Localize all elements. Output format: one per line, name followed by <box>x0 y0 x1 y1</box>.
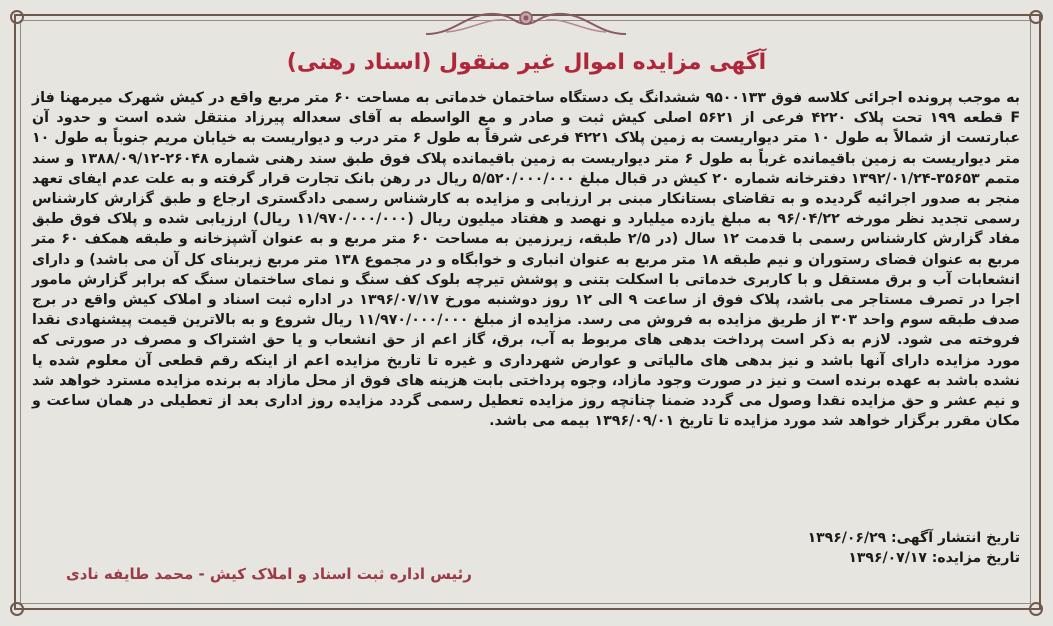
notice-dates <box>808 528 1020 568</box>
header-ornament-icon <box>416 4 636 40</box>
corner-ornament-icon <box>1027 600 1045 618</box>
notice-title: آگهی مزایده اموال غیر منقول (اسناد رهنی) <box>286 50 767 75</box>
signature-line: رئیس اداره ثبت اسناد و املاک کیش - محمد طایفه نادی <box>66 565 472 583</box>
auction-date: تاریخ مزایده: ۱۳۹۶/۰۷/۱۷ <box>848 550 1020 566</box>
corner-ornament-icon <box>8 600 26 618</box>
notice-body <box>32 88 1020 431</box>
corner-ornament-icon <box>8 8 26 26</box>
notice-paragraph: به موجب پرونده اجرائی کلاسه فوق ۹۵۰۰۱۳۳ ششدانگ یک دستگاه ساختمان خدماتی به مساحت ۶۰ متر مربع واقع در کیش شهرک میرمهنا فاز F قطعه ۱۹۹ تحت پلاک ۴۲۲۰ فرعی از ۵۶۲۱ اصلی کیش ثبت و صادر و مع الواسطه به آقای سعداله پیرزاد منتقل شده است و حدود آن عبارتست از شمالاً به طول ۱۰ متر دیواریست به زمین پلاک ۴۲۲۱ فرعی شرقاً به طول ۶ متر درب و دیواریست به خیابان مریم جنوباً به طول ۱۰ متر دیواریست به زمین باقیمانده غرباً به طول ۶ متر دیواریست به زمین باقیمانده پلاک فوق طبق سند رهنی شماره ۲۶۰۴۸-۱۳۸۸/۰۹/۱۲ و سند متمم ۳۵۶۵۳-۱۳۹۲/۰۱/۲۴ دفترخانه شماره ۲۰ کیش در قبال مبلغ ۵/۵۲۰/۰۰۰/۰۰۰ ریال در رهن بانک تجارت قرار گرفته و به علت عدم ایفای تعهد منجر به صدور اجرائیه گردیده و به تقاضای بستانکار مبنی بر ارزیابی و مزایده به کارشناس رسمی دادگستری ارجاع و طبق گزارش کارشناس رسمی تجدید نظر مورخه ۹۶/۰۴/۲۲ به مبلغ یازده میلیارد و نهصد و هفتاد میلیون ریال (۱۱/۹۷۰/۰۰۰/۰۰۰ ریال) ارزیابی شده و پلاک فوق طبق مفاد گزارش کارشناس رسمی با قدمت ۱۲ سال (در ۲/۵ طبقه، زیرزمین به مساحت ۶۰ متر مربع و به عنوان آشپزخانه و طبقه همکف ۶۰ متر مربع به عنوان فضای رستوران و نیم طبقه ۱۸ متر مربع به عنوان انباری و خوابگاه و در مجموع ۱۳۸ متر مربع زیربنای کل آن می باشد) و دارای انشعابات آب و برق مستقل و با کاربری خدماتی با اسکلت بتنی و پوشش تیرچه بلوک کف سنگ و نمای ساختمان سنگ که برابر گزارش مامور اجرا در تصرف مستاجر می باشد، پلاک فوق از ساعت ۹ الی ۱۲ روز دوشنبه مورخ ۱۳۹۶/۰۷/۱۷ در اداره ثبت اسناد و املاک کیش واقع در برج صدف طبقه سوم واحد ۳۰۳ از طریق مزایده به فروش می رسد. مزایده از مبلغ ۱۱/۹۷۰/۰۰۰/۰۰۰ ریال شروع و به بالاترین قیمت پیشنهادی نقدا فروخته می شود. لازم به ذکر است پرداخت بدهی های مربوط به آب، برق، گاز اعم از حق انشعاب و یا حق اشتراک و مصرف در صورتی که مورد مزایده دارای آنها باشد و نیز بدهی های مالیاتی و عوارض شهرداری و غیره تا تاریخ مزایده اعم از اینکه رقم قطعی آن معلوم شده یا نشده باشد به عهده برنده است و نیز در صورت وجود مازاد، وجوه پرداختی بابت هزینه های فوق از محل مازاد به برنده مزایده مسترد خواهد شد و نیم عشر و حق مزایده نقدا وصول می گردد ضمنا چنانچه روز مزایده تعطیل رسمی گردد مزایده روز اداری بعد از تعطیلی در همان ساعت و مکان مقرر برگزار خواهد شد مورد مزایده تا تاریخ ۱۳۹۶/۰۹/۰۱ بیمه می باشد. <box>32 90 1021 430</box>
corner-ornament-icon <box>1027 8 1045 26</box>
publish-date: تاریخ انتشار آگهی: ۱۳۹۶/۰۶/۲۹ <box>807 530 1020 546</box>
